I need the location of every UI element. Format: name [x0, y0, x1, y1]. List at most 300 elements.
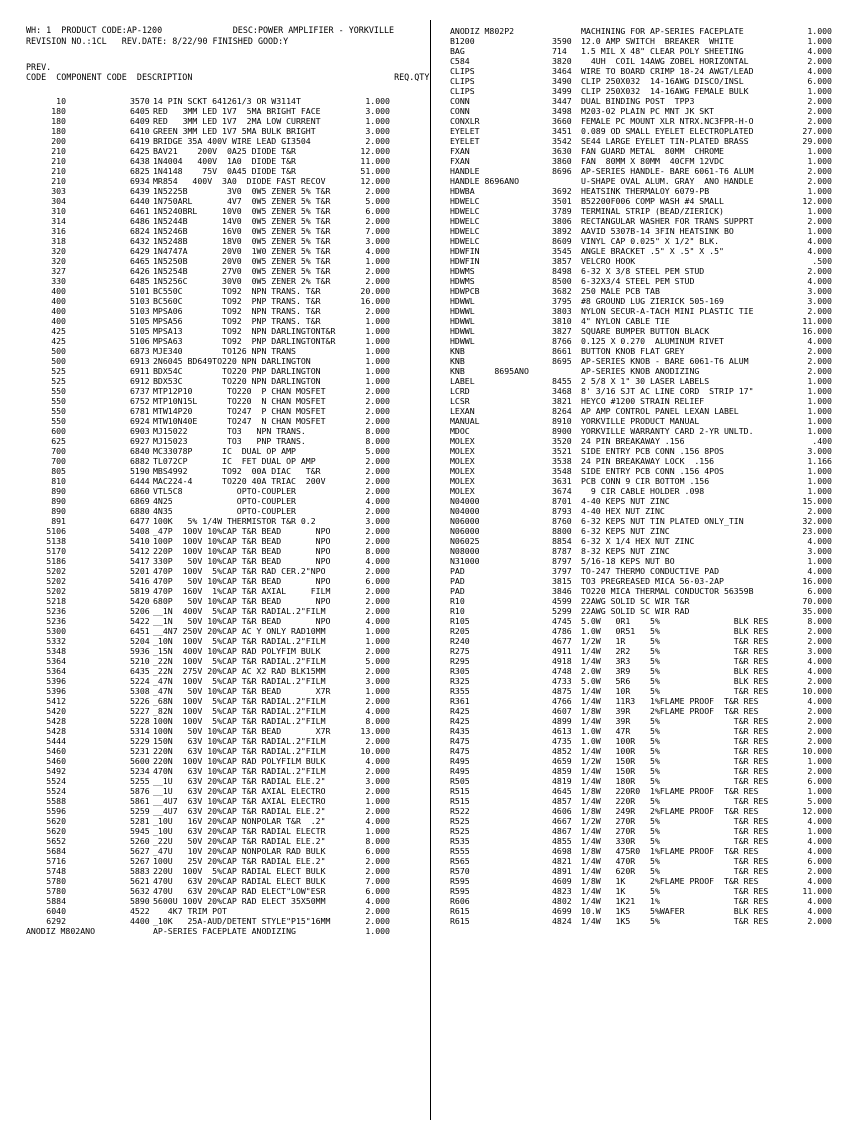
description: #8 GROUND LUG ZIERICK 505-169 [581, 296, 724, 306]
component-code: 6840 [130, 446, 150, 456]
req-qty: 51.000 [360, 166, 390, 176]
req-qty: 2.000 [807, 96, 832, 106]
req-qty: 4.000 [807, 896, 832, 906]
component-code: 3846 [552, 586, 572, 596]
component-code: 6903 [130, 426, 150, 436]
prev-code: MOLEX [450, 466, 475, 476]
prev-code: HDWPCB [450, 286, 480, 296]
prev-code: 200 [51, 136, 66, 146]
prev-code: HDWELC [450, 236, 480, 246]
component-code: 5227 [130, 706, 150, 716]
component-code: 4645 [552, 786, 572, 796]
req-qty: 2.000 [365, 186, 390, 196]
component-code: 5190 [130, 466, 150, 476]
description: 6-32 KEPS NUT ZINC [581, 526, 670, 536]
table-row [432, 276, 866, 286]
component-code: 4859 [552, 766, 572, 776]
component-code: 5101 [130, 286, 150, 296]
component-code: 4400 [130, 916, 150, 926]
req-qty: 3.000 [365, 126, 390, 136]
req-qty: 4.000 [807, 246, 832, 256]
table-row [0, 386, 430, 396]
req-qty: 2.000 [365, 466, 390, 476]
component-code: 8701 [552, 496, 572, 506]
description: __4N7 250V 20%CAP AC Y ONLY RAD10MM [153, 626, 326, 636]
description: RECTANGULAR WASHER FOR TRANS SUPPRT [581, 216, 754, 226]
component-code: 5224 [130, 676, 150, 686]
component-code: 5259 [130, 806, 150, 816]
table-row [432, 806, 866, 816]
prev-code: HANDLE [450, 166, 480, 176]
component-code: 3542 [552, 136, 572, 146]
table-row [0, 926, 430, 936]
component-code: 4857 [552, 796, 572, 806]
req-qty: 6.000 [365, 846, 390, 856]
description: 1/4W 11R3 1%FLAME PROOF T&R RES [581, 696, 759, 706]
component-code: 4824 [552, 916, 572, 926]
table-row [432, 146, 866, 156]
description: 150N 63V 10%CAP T&R RADIAL.2"FILM [153, 736, 326, 746]
description: 1/4W 10R 5% T&R RES [581, 686, 769, 696]
component-code: 6451 [130, 626, 150, 636]
table-row [432, 606, 866, 616]
component-code: 3827 [552, 326, 572, 336]
description: 8-32 KEPS NUT ZINC [581, 546, 670, 556]
description: 220P 100V 10%CAP T&R BEAD NPO [153, 546, 331, 556]
req-qty: 2.000 [365, 486, 390, 496]
description: YORKVILLE WARRANTY CARD 2-YR UNLTD. [581, 426, 754, 436]
table-row [0, 316, 430, 326]
req-qty: 20.000 [360, 286, 390, 296]
table-row [0, 406, 430, 416]
prev-code: 550 [51, 396, 66, 406]
table-row [432, 466, 866, 476]
req-qty: 6.000 [365, 886, 390, 896]
description: MAC224-4 TO220 40A TRIAC 200V [153, 476, 326, 486]
prev-code: MOLEX [450, 476, 475, 486]
description: NYLON SECUR-A-TACH MINI PLASTIC TIE [581, 306, 754, 316]
prev-code: PAD [450, 576, 465, 586]
req-qty: 2.000 [365, 766, 390, 776]
description: MTP12P10 TO220 P CHAN MOSFET [153, 386, 326, 396]
prev-code: HDWBA [450, 186, 475, 196]
component-code: 6880 [130, 506, 150, 516]
prev-code: 5236 [46, 606, 66, 616]
req-qty: 4.000 [807, 236, 832, 246]
prev-code: 5202 [46, 576, 66, 586]
table-row [0, 366, 430, 376]
prev-code: 5460 [46, 746, 66, 756]
req-qty: .400 [812, 436, 832, 446]
req-qty: 4.000 [365, 706, 390, 716]
prev-code: 5396 [46, 686, 66, 696]
prev-code: N31000 [450, 556, 480, 566]
description: MTW10N40E TO247 N CHAN MOSFET [153, 416, 326, 426]
component-code: 6444 [130, 476, 150, 486]
req-qty: 2.000 [807, 56, 832, 66]
req-qty: 1.000 [365, 336, 390, 346]
table-row [0, 206, 430, 216]
req-qty: 2.000 [807, 366, 832, 376]
description: DUAL BINDING POST TPP3 [581, 96, 695, 106]
component-code: 5936 [130, 646, 150, 656]
req-qty: 2.000 [807, 736, 832, 746]
req-qty: 12.000 [802, 196, 832, 206]
table-row [432, 796, 866, 806]
table-row [0, 776, 430, 786]
req-qty: 12.000 [802, 806, 832, 816]
description: 1/4W 620R 5% T&R RES [581, 866, 769, 876]
description: BRIDGE 35A 400V WIRE LEAD GI3504 [153, 136, 311, 146]
table-row [432, 346, 866, 356]
component-code: 6426 [130, 266, 150, 276]
req-qty: 1.000 [365, 376, 390, 386]
req-qty: 4.000 [807, 876, 832, 886]
prev-code: 700 [51, 446, 66, 456]
description: 22AWG SOLID SC WIR RAD [581, 606, 690, 616]
req-qty: 2.000 [365, 306, 390, 316]
prev-code: HDWELC [450, 216, 480, 226]
table-row [0, 456, 430, 466]
req-qty: 2.000 [365, 786, 390, 796]
req-qty: 2.000 [365, 406, 390, 416]
component-code: 5422 [130, 616, 150, 626]
req-qty: 12.000 [360, 176, 390, 186]
prev-code: KNB 8695ANO [450, 366, 529, 376]
table-row [432, 886, 866, 896]
table-row [0, 676, 430, 686]
table-row [432, 156, 866, 166]
table-row [0, 286, 430, 296]
component-code: 4855 [552, 836, 572, 846]
component-code: 6405 [130, 106, 150, 116]
table-row [0, 806, 430, 816]
header-prev-label: PREV. [26, 62, 52, 72]
description: 1/4W 1K 5% T&R RES [581, 886, 769, 896]
prev-code: 625 [51, 436, 66, 446]
description: 1/8W 249R 2%FLAME PROOF T&R RES [581, 806, 759, 816]
prev-code: 303 [51, 186, 66, 196]
description: 100P 100V 10%CAP T&R BEAD NPO [153, 536, 331, 546]
prev-code: 6292 [46, 916, 66, 926]
prev-code: 5460 [46, 756, 66, 766]
component-code: 5206 [130, 606, 150, 616]
prev-code: R615 [450, 916, 470, 926]
description: 1.0W 47R 5% T&R RES [581, 726, 769, 736]
prev-code: CLIPS [450, 76, 475, 86]
description: 250 MALE PCB TAB [581, 286, 660, 296]
prev-code: R525 [450, 826, 470, 836]
column-divider [430, 20, 431, 1120]
req-qty: 2.000 [365, 806, 390, 816]
description: 2N6045 BD649TO220 NPN DARLINGTON [153, 356, 311, 366]
prev-code: 890 [51, 486, 66, 496]
req-qty: 2.000 [807, 716, 832, 726]
component-code: 5819 [130, 586, 150, 596]
prev-code: 180 [51, 106, 66, 116]
prev-code: HDWFIN [450, 256, 480, 266]
table-row [432, 866, 866, 876]
table-row [432, 716, 866, 726]
table-row [0, 786, 430, 796]
prev-code: HDWWL [450, 316, 475, 326]
component-code: 4609 [552, 876, 572, 886]
req-qty: 2.000 [365, 136, 390, 146]
description: 1.0W 0R51 5% BLK RES [581, 626, 769, 636]
description: 10.W 1K5 5%WAFER BLK RES [581, 906, 769, 916]
req-qty: 4.000 [807, 696, 832, 706]
prev-code: 5716 [46, 856, 66, 866]
req-qty: 15.000 [802, 496, 832, 506]
description: 1N5248B 18V0 0W5 ZENER 5% T&R [153, 236, 331, 246]
description: 6-32 KEPS NUT TIN PLATED ONLY_TIN [581, 516, 744, 526]
component-code: 6781 [130, 406, 150, 416]
table-row [432, 166, 866, 176]
req-qty: 1.000 [365, 256, 390, 266]
component-code: 3545 [552, 246, 572, 256]
component-code: 6737 [130, 386, 150, 396]
component-code: 5945 [130, 826, 150, 836]
req-qty: 1.000 [807, 466, 832, 476]
req-qty: 3.000 [807, 646, 832, 656]
component-code: 8498 [552, 266, 572, 276]
description: 22AWG SOLID SC WIR T&R [581, 596, 690, 606]
table-row [432, 396, 866, 406]
req-qty: 8.000 [365, 436, 390, 446]
table-row [0, 396, 430, 406]
req-qty: 4.000 [807, 66, 832, 76]
prev-code: 5236 [46, 616, 66, 626]
table-row [432, 556, 866, 566]
table-row [432, 746, 866, 756]
req-qty: 1.166 [807, 456, 832, 466]
table-row [432, 536, 866, 546]
table-row [432, 386, 866, 396]
prev-code: FXAN [450, 146, 470, 156]
description: 470P 160V 1%CAP T&R AXIAL FILM [153, 586, 331, 596]
prev-code: R606 [450, 896, 470, 906]
description: HEYCO #1200 STRAIN RELIEF [581, 396, 705, 406]
prev-code: CONN [450, 106, 470, 116]
table-row [432, 76, 866, 86]
table-row [432, 36, 866, 46]
prev-code: N06025 [450, 536, 480, 546]
description: _22U 50V 20%CAP T&R RADIAL ELE.2" [153, 836, 326, 846]
description: _22N 275V 20%CAP AC X2 RAD BLK15MM [153, 666, 326, 676]
component-code: 5226 [130, 696, 150, 706]
table-row [432, 286, 866, 296]
prev-code: 5524 [46, 786, 66, 796]
component-code: 5106 [130, 336, 150, 346]
req-qty: 2.000 [365, 906, 390, 916]
table-row [0, 236, 430, 246]
description: 1/8W 475R0 1%FLAME PROOF T&R RES [581, 846, 759, 856]
table-row [432, 436, 866, 446]
req-qty: 2.000 [807, 266, 832, 276]
prev-code: R275 [450, 646, 470, 656]
req-qty: 16.000 [802, 326, 832, 336]
table-row [0, 876, 430, 886]
component-code: 5267 [130, 856, 150, 866]
table-row [432, 356, 866, 366]
component-code: 8800 [552, 526, 572, 536]
description: 1/4W 330R 5% T&R RES [581, 836, 769, 846]
prev-code: HDWWL [450, 336, 475, 346]
req-qty: 2.000 [807, 626, 832, 636]
component-code: 3815 [552, 576, 572, 586]
description: 470P 50V 10%CAP T&R BEAD NPO [153, 576, 331, 586]
description: TO3 PREGREASED MICA 56-03-2AP [581, 576, 724, 586]
req-qty: 10.000 [802, 686, 832, 696]
prev-code: 400 [51, 306, 66, 316]
prev-code: 210 [51, 146, 66, 156]
table-row [432, 176, 866, 186]
description: BUTTON KNOB FLAT GREY [581, 346, 685, 356]
description: __4U7 63V 10%CAP T&R AXIAL ELECTRO [153, 796, 326, 806]
description: 1N5256C 30V0 0W5 ZENER 2% T&R [153, 276, 331, 286]
component-code: 4802 [552, 896, 572, 906]
prev-code: BAG [450, 46, 465, 56]
prev-code: HDWFIN [450, 246, 480, 256]
table-row [0, 896, 430, 906]
table-row [432, 896, 866, 906]
req-qty: 2.000 [807, 306, 832, 316]
description: 1/4W 270R 5% T&R RES [581, 826, 769, 836]
description: 5.0W 5R6 5% BLK RES [581, 676, 769, 686]
component-code: 5632 [130, 886, 150, 896]
table-row [0, 516, 430, 526]
component-code: 4733 [552, 676, 572, 686]
component-code: 5105 [130, 316, 150, 326]
table-row [0, 736, 430, 746]
prev-code: 5202 [46, 566, 66, 576]
prev-code: 5588 [46, 796, 66, 806]
table-row [0, 556, 430, 566]
req-qty: 1.000 [807, 156, 832, 166]
prev-code: 425 [51, 326, 66, 336]
left-column-list [0, 96, 430, 936]
description: _68N 100V 5%CAP T&R RADIAL.2"FILM [153, 696, 326, 706]
prev-code: 318 [51, 236, 66, 246]
description: 4-40 KEPS NUT ZINC [581, 496, 670, 506]
description: SE44 LARGE EYELET TIN-PLATED BRASS [581, 136, 749, 146]
table-row [432, 216, 866, 226]
prev-code: 5170 [46, 546, 66, 556]
description: HEATSINK THERMALOY 6079-PB [581, 186, 710, 196]
req-qty: 29.000 [802, 136, 832, 146]
req-qty: 5.000 [365, 656, 390, 666]
prev-code: R555 [450, 846, 470, 856]
component-code: 8609 [552, 236, 572, 246]
prev-code: R522 [450, 806, 470, 816]
table-row [432, 426, 866, 436]
prev-code: KNB [450, 346, 465, 356]
prev-code: 6040 [46, 906, 66, 916]
table-row [0, 136, 430, 146]
req-qty: 4.000 [807, 836, 832, 846]
component-code: 4852 [552, 746, 572, 756]
description: 1/4W 1K5 5% T&R RES [581, 916, 769, 926]
component-code: 4867 [552, 826, 572, 836]
prev-code: 210 [51, 166, 66, 176]
req-qty: 1.000 [365, 346, 390, 356]
req-qty: 1.000 [365, 326, 390, 336]
req-qty: 4.000 [807, 536, 832, 546]
component-code: 8661 [552, 346, 572, 356]
component-code: 5210 [130, 656, 150, 666]
description: 100N 100V 5%CAP T&R RADIAL.2"FILM [153, 716, 326, 726]
table-row [432, 376, 866, 386]
description: 220N 100V 10%CAP RAD POLYFILM BULK [153, 756, 326, 766]
component-code: 4823 [552, 886, 572, 896]
component-code: 4677 [552, 636, 572, 646]
table-row [432, 566, 866, 576]
req-qty: 13.000 [360, 726, 390, 736]
req-qty: 1.000 [807, 36, 832, 46]
description: _15N 400V 10%CAP RAD POLYFIM BULK [153, 646, 321, 656]
table-row [0, 276, 430, 286]
component-code: 8760 [552, 516, 572, 526]
component-code: 5621 [130, 876, 150, 886]
table-row [0, 226, 430, 236]
req-qty: 2.000 [807, 166, 832, 176]
description: _10N 100V 5%CAP T&R RADIAL.2"FILM [153, 636, 326, 646]
prev-code: 500 [51, 356, 66, 366]
description: RED 3MM LED 1V7 2MA LOW CURRENT [153, 116, 321, 126]
req-qty: 2.000 [807, 116, 832, 126]
component-code: 6438 [130, 156, 150, 166]
table-row [0, 746, 430, 756]
table-row [0, 446, 430, 456]
table-row [432, 636, 866, 646]
table-row [432, 116, 866, 126]
description: MBS4992 TO92 00A DIAC T&R [153, 466, 321, 476]
component-code: 4613 [552, 726, 572, 736]
description: 1/2W 270R 5% T&R RES [581, 816, 769, 826]
description: 330P 50V 10%CAP T&R BEAD NPO [153, 556, 331, 566]
req-qty: 2.000 [365, 526, 390, 536]
description: 4-40 HEX NUT ZINC [581, 506, 665, 516]
description: 1N5240BRL 10V0 0W5 ZENER 5% T&R [153, 206, 331, 216]
req-qty: 11.000 [802, 886, 832, 896]
description: SQUARE BUMPER BUTTON BLACK [581, 326, 710, 336]
req-qty: 2.000 [365, 916, 390, 926]
component-code: 5883 [130, 866, 150, 876]
component-code: 3821 [552, 396, 572, 406]
table-row [432, 446, 866, 456]
req-qty: 2.000 [807, 916, 832, 926]
prev-code: R595 [450, 876, 470, 886]
description: 9 CIR CABLE HOLDER .098 [581, 486, 705, 496]
table-row [432, 336, 866, 346]
description: 1N750ARL 4V7 0W5 ZENER 5% T&R [153, 196, 331, 206]
prev-code: R325 [450, 676, 470, 686]
description: 6-32X3/4 STEEL PEM STUD [581, 276, 695, 286]
req-qty: 7.000 [365, 876, 390, 886]
component-code: 5260 [130, 836, 150, 846]
description: 1/4W 470R 5% T&R RES [581, 856, 769, 866]
component-code: 8455 [552, 376, 572, 386]
table-row [0, 606, 430, 616]
table-row [432, 266, 866, 276]
req-qty: 2.000 [365, 586, 390, 596]
req-qty: 10.000 [360, 746, 390, 756]
prev-code: 5652 [46, 836, 66, 846]
req-qty: 3.000 [365, 106, 390, 116]
table-row [0, 716, 430, 726]
req-qty: 1.000 [365, 626, 390, 636]
component-code: 4748 [552, 666, 572, 676]
